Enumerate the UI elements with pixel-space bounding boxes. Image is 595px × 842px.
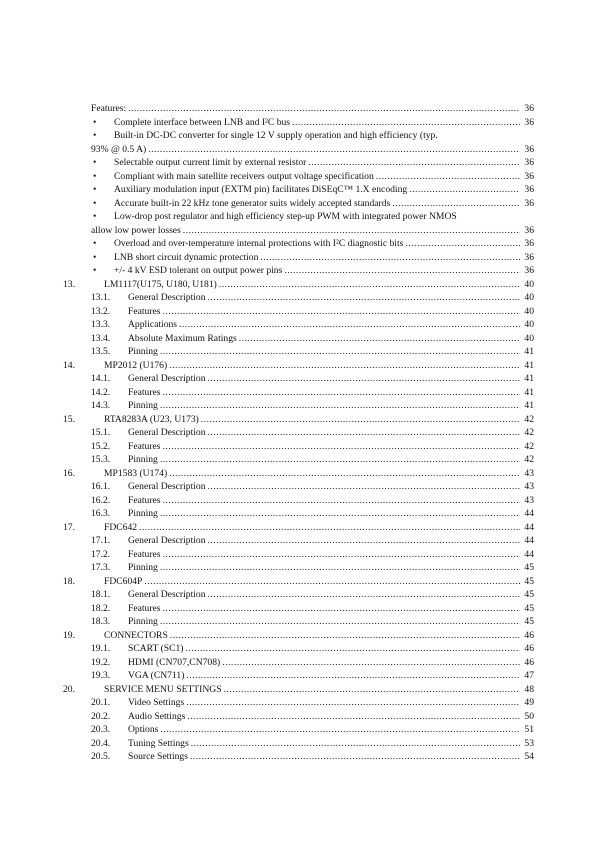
toc-entry-title: Source Settings bbox=[128, 751, 188, 762]
toc-entry-title: Applications bbox=[128, 319, 178, 330]
toc-entry-title: General Description bbox=[128, 589, 206, 600]
toc-bullet-entry[interactable] bbox=[91, 116, 534, 130]
toc-entry-title: Pinning bbox=[128, 346, 158, 357]
toc-page-number: 40 bbox=[524, 292, 534, 303]
toc-bullet-entry[interactable] bbox=[91, 129, 534, 143]
toc-entry-title: MP2012 (U176) bbox=[104, 359, 168, 371]
toc-subsection-entry[interactable] bbox=[91, 642, 534, 656]
toc-subsection-entry[interactable] bbox=[91, 426, 534, 440]
toc-page-number: 45 bbox=[524, 602, 534, 614]
toc-subsection-entry[interactable] bbox=[91, 588, 534, 602]
toc-section-entry[interactable] bbox=[63, 575, 534, 589]
toc-page-number: 40 bbox=[524, 278, 534, 290]
toc-subsection-entry[interactable] bbox=[91, 507, 534, 521]
toc-page-number: 46 bbox=[524, 629, 534, 641]
dot-leader bbox=[187, 710, 520, 724]
toc-entry-title: +/- 4 kV ESD tolerant on output power pins bbox=[114, 265, 283, 276]
toc-entry-title: General Description bbox=[128, 481, 206, 492]
toc-entry-title: Pinning bbox=[128, 400, 158, 411]
toc-subsection-number: 13.3. bbox=[91, 319, 111, 330]
bullet-icon: • bbox=[93, 184, 97, 195]
toc-subsection-entry[interactable] bbox=[91, 561, 534, 575]
toc-page-number: 54 bbox=[524, 751, 534, 762]
toc-entry-title: Pinning bbox=[128, 616, 158, 627]
toc-subsection-entry[interactable] bbox=[91, 440, 534, 454]
dot-leader bbox=[405, 237, 520, 251]
toc-subsection-entry[interactable] bbox=[91, 615, 534, 629]
toc-subsection-number: 13.5. bbox=[91, 346, 111, 357]
toc-section-number: 20. bbox=[63, 683, 75, 695]
toc-page-number: 49 bbox=[524, 697, 534, 708]
toc-section-entry[interactable] bbox=[63, 629, 534, 643]
toc-entry-title: FDC604P bbox=[104, 575, 143, 587]
dot-leader bbox=[169, 359, 520, 373]
dot-leader bbox=[160, 453, 520, 467]
dot-leader bbox=[308, 156, 520, 170]
dot-leader bbox=[148, 143, 520, 157]
toc-section-entry[interactable] bbox=[63, 359, 534, 373]
toc-page-number: 45 bbox=[524, 616, 534, 627]
toc-bullet-entry[interactable] bbox=[91, 170, 534, 184]
toc-entry-title: RTA8283A (U23, U173) bbox=[104, 413, 199, 425]
dot-leader bbox=[160, 399, 520, 413]
toc-entry-title: General Description bbox=[128, 427, 206, 438]
toc-page-number: 36 bbox=[524, 116, 534, 128]
dot-leader bbox=[208, 372, 520, 386]
toc-subsection-entry[interactable] bbox=[91, 710, 534, 724]
toc-bullet-entry[interactable] bbox=[91, 183, 534, 197]
toc-page-number: 44 bbox=[524, 521, 534, 533]
toc-entry-title: Pinning bbox=[128, 508, 158, 519]
toc-page-number: 47 bbox=[524, 670, 534, 681]
dot-leader bbox=[376, 170, 520, 184]
toc-subsection-entry[interactable] bbox=[91, 669, 534, 683]
toc-entry-title: Features bbox=[128, 305, 161, 317]
toc-entry-title: General Description bbox=[128, 373, 206, 384]
toc-page-number: 43 bbox=[524, 481, 534, 492]
toc-entry-title: Tuning Settings bbox=[128, 737, 189, 749]
toc-page-number: 42 bbox=[524, 440, 534, 452]
dot-leader bbox=[144, 575, 520, 589]
toc-page-number: 41 bbox=[524, 386, 534, 398]
dot-leader bbox=[183, 224, 520, 238]
toc-entry-title: Features: bbox=[91, 103, 127, 114]
dot-leader bbox=[191, 737, 520, 751]
toc-entry-title: allow low power losses bbox=[91, 224, 181, 236]
toc-entry-title: Selectable output current limit by external resistor bbox=[114, 157, 307, 168]
toc-subsection-entry[interactable] bbox=[91, 453, 534, 467]
toc-subsection-number: 18.3. bbox=[91, 616, 111, 627]
toc-subsection-number: 17.2. bbox=[91, 548, 111, 560]
dot-leader bbox=[224, 683, 520, 697]
toc-page-number: 36 bbox=[524, 197, 534, 209]
toc-entry-title: Features bbox=[128, 440, 161, 452]
toc-section-entry[interactable] bbox=[63, 278, 534, 292]
toc-subsection-entry[interactable] bbox=[91, 548, 534, 562]
toc-section-entry[interactable] bbox=[63, 467, 534, 481]
dot-leader bbox=[208, 588, 520, 602]
toc-page-number: 36 bbox=[524, 265, 534, 276]
dot-leader bbox=[190, 750, 520, 764]
toc-subsection-entry[interactable] bbox=[91, 750, 534, 764]
toc-subsection-number: 20.1. bbox=[91, 697, 111, 708]
dot-leader bbox=[163, 440, 520, 454]
toc-subsection-number: 13.4. bbox=[91, 332, 111, 344]
toc-subsection-number: 20.3. bbox=[91, 724, 111, 735]
toc-entry-title: CONNECTORS bbox=[104, 629, 168, 641]
toc-page-number: 36 bbox=[524, 103, 534, 114]
toc-entry-title: Features bbox=[128, 386, 161, 398]
dot-leader bbox=[179, 318, 520, 332]
toc-entry-title: SERVICE MENU SETTINGS bbox=[104, 683, 222, 695]
toc-subsection-number: 15.3. bbox=[91, 454, 111, 465]
dot-leader bbox=[160, 345, 520, 359]
toc-page-number: 42 bbox=[524, 413, 534, 425]
toc-entry-title: LM1117(U175, U180, U181) bbox=[104, 278, 217, 290]
toc-subsection-entry[interactable] bbox=[91, 480, 534, 494]
toc-bullet-entry[interactable] bbox=[91, 197, 534, 211]
bullet-icon: • bbox=[93, 116, 97, 128]
toc-page-number: 46 bbox=[524, 643, 534, 654]
toc-entry-title: Built-in DC-DC converter for single 12 V supply operation and high efficiency (typ. bbox=[114, 130, 438, 141]
dot-leader bbox=[284, 264, 520, 278]
toc-entry-title: Overload and over-temperature internal protections with I²C diagnostic bits bbox=[114, 238, 404, 249]
dot-leader bbox=[409, 183, 520, 197]
toc-subsection-number: 13.2. bbox=[91, 305, 111, 317]
toc-entry-title: Complete interface between LNB and I²C bus bbox=[114, 116, 291, 128]
toc-entry-title: VGA (CN711) bbox=[128, 670, 185, 681]
dot-leader bbox=[392, 197, 520, 211]
toc-page-number: 43 bbox=[524, 467, 534, 479]
toc-page-number: 42 bbox=[524, 427, 534, 438]
toc-page-number: 43 bbox=[524, 494, 534, 506]
bullet-icon: • bbox=[93, 157, 97, 168]
bullet-icon: • bbox=[93, 211, 97, 222]
toc-entry-title: Low-drop post regulator and high efficiency step-up PWM with integrated power NMOS bbox=[114, 211, 457, 222]
toc-page-number: 44 bbox=[524, 535, 534, 546]
toc-continuation-line[interactable] bbox=[91, 143, 534, 157]
toc-subsection-number: 15.2. bbox=[91, 440, 111, 452]
toc-subsection-number: 16.1. bbox=[91, 481, 111, 492]
dot-leader bbox=[208, 291, 520, 305]
toc-page-number: 40 bbox=[524, 319, 534, 330]
dot-leader bbox=[222, 656, 520, 670]
toc-bullet-entry[interactable] bbox=[91, 237, 534, 251]
dot-leader bbox=[208, 426, 520, 440]
toc-subsection-number: 14.1. bbox=[91, 373, 111, 384]
toc-page-number: 50 bbox=[524, 710, 534, 722]
toc-continuation-line[interactable] bbox=[91, 224, 534, 238]
dot-leader bbox=[186, 642, 521, 656]
toc-subsection-number: 18.1. bbox=[91, 589, 111, 600]
toc-subsection-number: 16.2. bbox=[91, 494, 111, 506]
toc-page-number: 45 bbox=[524, 589, 534, 600]
toc-page-number: 41 bbox=[524, 359, 534, 371]
toc-subsection-number: 20.2. bbox=[91, 710, 111, 722]
toc-page-number: 40 bbox=[524, 305, 534, 317]
toc-entry-title: Features bbox=[128, 548, 161, 560]
toc-entry-title: Pinning bbox=[128, 454, 158, 465]
toc-section-number: 14. bbox=[63, 359, 75, 371]
dot-leader bbox=[160, 561, 520, 575]
toc-entry-title: SCART (SC1) bbox=[128, 643, 184, 654]
toc-section-entry[interactable] bbox=[63, 413, 534, 427]
toc-entry-title: Auxiliary modulation input (EXTM pin) facilitates DiSEqC™ 1.X encoding bbox=[114, 184, 408, 195]
dot-leader bbox=[260, 251, 520, 265]
toc-subsection-entry[interactable] bbox=[91, 305, 534, 319]
dot-leader bbox=[239, 332, 520, 346]
toc-bullet-entry[interactable] bbox=[91, 210, 534, 224]
toc-bullet-entry[interactable] bbox=[91, 264, 534, 278]
toc-entry-title: Accurate built-in 22 kHz tone generator suits widely accepted standards bbox=[114, 197, 391, 209]
dot-leader bbox=[163, 494, 520, 508]
toc-subsection-number: 17.1. bbox=[91, 535, 111, 546]
toc-heading-entry[interactable] bbox=[91, 102, 534, 116]
table-of-contents bbox=[63, 102, 534, 764]
toc-entry-title: FDC642 bbox=[104, 521, 138, 533]
toc-section-entry[interactable] bbox=[63, 521, 534, 535]
toc-subsection-entry[interactable] bbox=[91, 372, 534, 386]
toc-entry-title: Video Settings bbox=[128, 697, 185, 708]
dot-leader bbox=[163, 548, 520, 562]
toc-page-number: 36 bbox=[524, 251, 534, 263]
dot-leader bbox=[170, 629, 520, 643]
toc-subsection-entry[interactable] bbox=[91, 737, 534, 751]
toc-subsection-entry[interactable] bbox=[91, 656, 534, 670]
toc-entry-title: Features bbox=[128, 494, 161, 506]
bullet-icon: • bbox=[93, 238, 97, 249]
toc-page-number: 44 bbox=[524, 508, 534, 519]
toc-page-number: 36 bbox=[524, 238, 534, 249]
toc-subsection-entry[interactable] bbox=[91, 318, 534, 332]
toc-page-number: 40 bbox=[524, 332, 534, 344]
toc-section-entry[interactable] bbox=[63, 683, 534, 697]
dot-leader bbox=[160, 507, 520, 521]
toc-page-number: 41 bbox=[524, 346, 534, 357]
toc-bullet-entry[interactable] bbox=[91, 251, 534, 265]
toc-subsection-number: 18.2. bbox=[91, 602, 111, 614]
dot-leader bbox=[128, 102, 520, 116]
toc-subsection-entry[interactable] bbox=[91, 602, 534, 616]
toc-subsection-number: 13.1. bbox=[91, 292, 111, 303]
toc-bullet-entry[interactable] bbox=[91, 156, 534, 170]
dot-leader bbox=[219, 278, 520, 292]
toc-subsection-entry[interactable] bbox=[91, 534, 534, 548]
toc-entry-title: Pinning bbox=[128, 562, 158, 573]
toc-page-number: 41 bbox=[524, 373, 534, 384]
bullet-icon: • bbox=[93, 251, 97, 263]
toc-section-number: 13. bbox=[63, 278, 75, 290]
toc-section-number: 17. bbox=[63, 521, 75, 533]
toc-subsection-entry[interactable] bbox=[91, 345, 534, 359]
toc-page-number: 36 bbox=[524, 184, 534, 195]
dot-leader bbox=[139, 521, 520, 535]
toc-subsection-number: 16.3. bbox=[91, 508, 111, 519]
dot-leader bbox=[292, 116, 520, 130]
toc-page-number: 41 bbox=[524, 400, 534, 411]
toc-subsection-number: 19.3. bbox=[91, 670, 111, 681]
toc-section-number: 18. bbox=[63, 575, 75, 587]
dot-leader bbox=[163, 305, 520, 319]
dot-leader bbox=[160, 723, 520, 737]
toc-section-number: 16. bbox=[63, 467, 75, 479]
toc-subsection-number: 14.3. bbox=[91, 400, 111, 411]
toc-subsection-number: 20.5. bbox=[91, 751, 111, 762]
dot-leader bbox=[186, 669, 520, 683]
dot-leader bbox=[163, 602, 520, 616]
toc-page-number: 51 bbox=[524, 724, 534, 735]
toc-subsection-entry[interactable] bbox=[91, 723, 534, 737]
dot-leader bbox=[208, 480, 520, 494]
dot-leader bbox=[160, 615, 520, 629]
toc-entry-title: MP1583 (U174) bbox=[104, 467, 168, 479]
toc-entry-title: Options bbox=[128, 724, 159, 735]
dot-leader bbox=[163, 386, 520, 400]
toc-entry-title: 93% @ 0.5 A) bbox=[91, 143, 147, 155]
toc-subsection-number: 15.1. bbox=[91, 427, 111, 438]
toc-page-number: 36 bbox=[524, 143, 534, 155]
toc-subsection-entry[interactable] bbox=[91, 386, 534, 400]
toc-entry-title: General Description bbox=[128, 535, 206, 546]
bullet-icon: • bbox=[93, 170, 97, 182]
toc-section-number: 15. bbox=[63, 413, 75, 425]
toc-entry-title: Features bbox=[128, 602, 161, 614]
toc-subsection-entry[interactable] bbox=[91, 399, 534, 413]
toc-subsection-entry[interactable] bbox=[91, 696, 534, 710]
toc-entry-title: Audio Settings bbox=[128, 710, 186, 722]
toc-entry-title: General Description bbox=[128, 292, 206, 303]
toc-page-number: 42 bbox=[524, 454, 534, 465]
bullet-icon: • bbox=[93, 130, 97, 141]
toc-subsection-number: 14.2. bbox=[91, 386, 111, 398]
toc-entry-title: HDMI (CN707,CN708) bbox=[128, 656, 221, 668]
toc-page-number: 36 bbox=[524, 170, 534, 182]
toc-page-number: 36 bbox=[524, 157, 534, 168]
toc-entry-title: Compliant with main satellite receivers output voltage specification bbox=[114, 170, 374, 182]
toc-page-number: 45 bbox=[524, 562, 534, 573]
toc-page-number: 46 bbox=[524, 656, 534, 668]
toc-section-number: 19. bbox=[63, 629, 75, 641]
dot-leader bbox=[201, 413, 520, 427]
toc-page-number: 53 bbox=[524, 737, 534, 749]
toc-page-number: 36 bbox=[524, 224, 534, 236]
toc-subsection-entry[interactable] bbox=[91, 291, 534, 305]
dot-leader bbox=[169, 467, 520, 481]
toc-entry-title: Absolute Maximum Ratings bbox=[128, 332, 237, 344]
toc-subsection-number: 19.1. bbox=[91, 643, 111, 654]
bullet-icon: • bbox=[93, 265, 97, 276]
dot-leader bbox=[208, 534, 520, 548]
bullet-icon: • bbox=[93, 197, 97, 209]
toc-page-number: 45 bbox=[524, 575, 534, 587]
toc-subsection-entry[interactable] bbox=[91, 494, 534, 508]
dot-leader bbox=[186, 696, 520, 710]
toc-subsection-entry[interactable] bbox=[91, 332, 534, 346]
toc-subsection-number: 20.4. bbox=[91, 737, 111, 749]
toc-page-number: 44 bbox=[524, 548, 534, 560]
toc-subsection-number: 19.2. bbox=[91, 656, 111, 668]
toc-entry-title: LNB short circuit dynamic protection bbox=[114, 251, 259, 263]
toc-subsection-number: 17.3. bbox=[91, 562, 111, 573]
toc-page-number: 48 bbox=[524, 683, 534, 695]
